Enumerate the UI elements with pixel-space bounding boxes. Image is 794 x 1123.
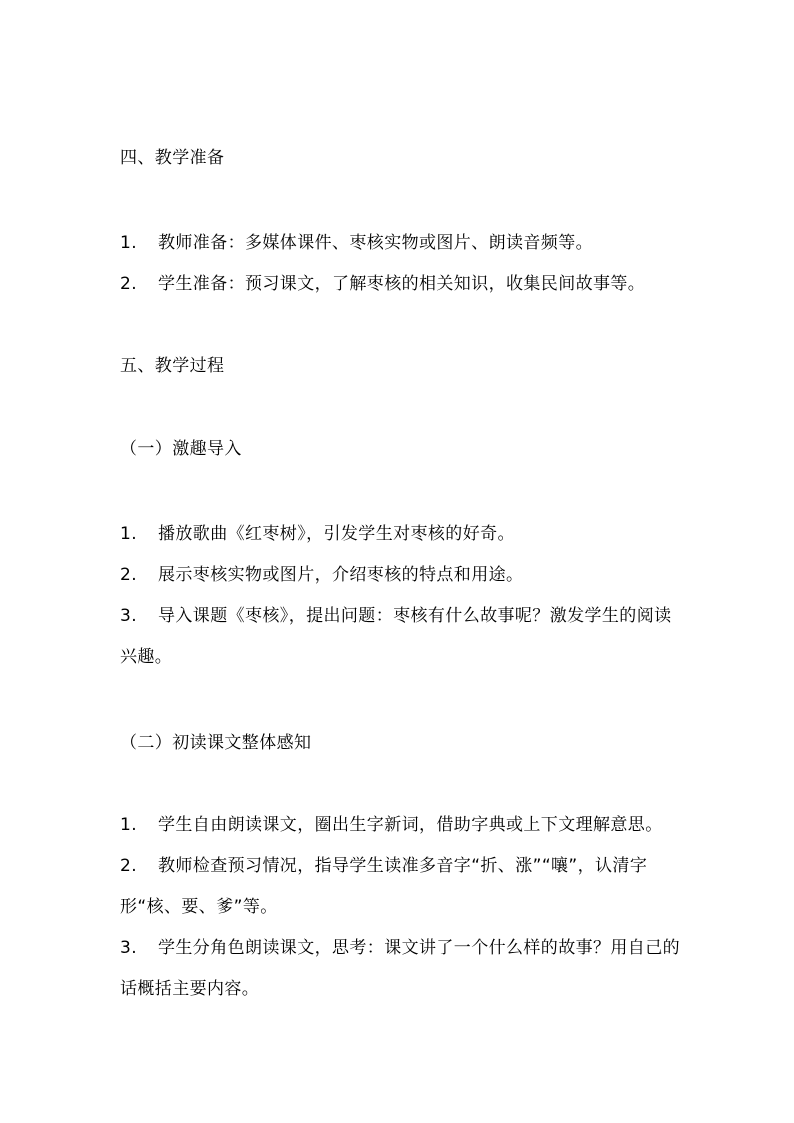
list-number: 2. (120, 565, 138, 585)
section-heading-preparation: 四、教学准备 (120, 148, 225, 168)
subsection-heading-intro: （一）激趣导入 (120, 439, 242, 459)
list-text: 教师检查预习情况，指导学生读准多音字“折、涨”“嚷”，认清字形“核、要、爹”等。 (120, 856, 648, 917)
list-number: 2. (120, 856, 138, 876)
list-number: 3. (120, 606, 138, 626)
list-number: 1. (120, 233, 138, 253)
list-text: 播放歌曲《红枣树》，引发学生对枣核的好奇。 (158, 524, 515, 544)
list-text: 学生分角色朗读课文，思考：课文讲了一个什么样的故事？用自己的话概括主要内容。 (120, 938, 680, 999)
list-number: 3. (120, 938, 138, 958)
list-item-play-song (120, 514, 680, 555)
list-text: 学生准备：预习课文，了解枣核的相关知识，收集民间故事等。 (158, 274, 646, 294)
subsection-heading-first-reading: （二）初读课文整体感知 (120, 733, 312, 753)
list-item-student-prep (120, 264, 680, 305)
list-item-role-reading (120, 928, 680, 1010)
list-number: 1. (120, 815, 138, 835)
section-heading-process: 五、教学过程 (120, 356, 225, 376)
list-item-free-reading (120, 805, 680, 846)
list-text: 展示枣核实物或图片，介绍枣核的特点和用途。 (158, 565, 524, 585)
list-text: 导入课题《枣核》，提出问题：枣核有什么故事呢？激发学生的阅读兴趣。 (120, 606, 672, 667)
list-text: 教师准备：多媒体课件、枣核实物或图片、朗读音频等。 (158, 233, 593, 253)
list-number: 2. (120, 274, 138, 294)
list-text: 学生自由朗读课文，圈出生字新词，借助字典或上下文理解意思。 (158, 815, 663, 835)
list-item-show-dates (120, 555, 680, 596)
list-item-teacher-prep (120, 223, 680, 264)
list-number: 1. (120, 524, 138, 544)
list-item-check-preview (120, 846, 680, 928)
list-item-introduce-topic (120, 596, 680, 678)
